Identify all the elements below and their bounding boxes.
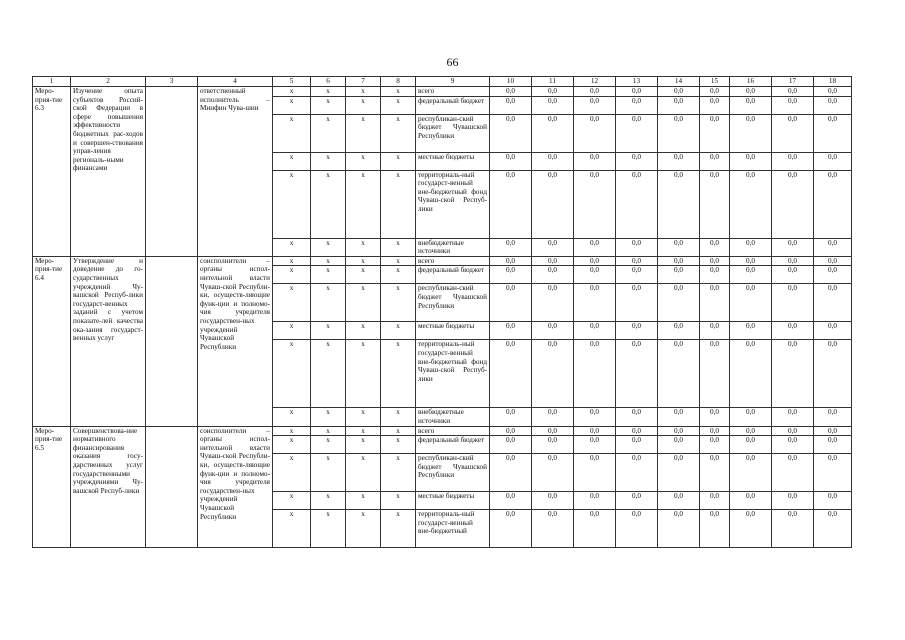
funding-value-cell: 0,0: [616, 340, 658, 408]
x-mark-cell: x: [273, 426, 311, 436]
funding-value-cell: 0,0: [658, 87, 700, 97]
funding-value-cell: 0,0: [772, 284, 814, 322]
table-row: [33, 87, 852, 97]
funding-value-cell: 0,0: [658, 340, 700, 408]
funding-value-cell: 0,0: [616, 454, 658, 492]
x-mark-cell: x: [311, 408, 346, 426]
funding-value-cell: 0,0: [814, 408, 852, 426]
x-mark-cell: x: [346, 340, 381, 408]
header-row: [33, 77, 852, 87]
funding-value-cell: 0,0: [814, 436, 852, 454]
x-mark-cell: x: [273, 408, 311, 426]
x-mark-cell: x: [273, 96, 311, 114]
funding-source-label: местные бюджеты: [416, 322, 490, 340]
budget-table: [32, 76, 852, 548]
funding-value-cell: 0,0: [574, 510, 616, 548]
x-mark-cell: x: [346, 170, 381, 238]
funding-value-cell: 0,0: [730, 170, 772, 238]
funding-value-cell: 0,0: [490, 170, 532, 238]
funding-value-cell: 0,0: [532, 114, 574, 152]
funding-value-cell: 0,0: [658, 322, 700, 340]
funding-value-cell: 0,0: [574, 96, 616, 114]
column-number-header: 16: [730, 77, 772, 87]
funding-value-cell: 0,0: [574, 152, 616, 170]
funding-source-label: республикан-ский бюджет Чувашской Республики: [416, 284, 490, 322]
x-mark-cell: x: [273, 87, 311, 97]
funding-value-cell: 0,0: [730, 436, 772, 454]
funding-value-cell: 0,0: [700, 492, 730, 510]
funding-value-cell: 0,0: [574, 340, 616, 408]
measure-title: Изучение опыта субъектов Россий-ской Федерации в сфере повышения эффективности бюджетных рас-ходов и совершен-ствования управ-ления региональ-ными финансами: [71, 87, 146, 257]
funding-source-label: всего: [416, 256, 490, 266]
funding-value-cell: 0,0: [814, 152, 852, 170]
funding-value-cell: 0,0: [772, 426, 814, 436]
funding-value-cell: 0,0: [574, 322, 616, 340]
funding-value-cell: 0,0: [814, 340, 852, 408]
column-number-header: 7: [346, 77, 381, 87]
funding-value-cell: 0,0: [700, 454, 730, 492]
funding-value-cell: 0,0: [532, 510, 574, 548]
funding-value-cell: 0,0: [616, 96, 658, 114]
x-mark-cell: x: [311, 256, 346, 266]
funding-value-cell: 0,0: [574, 266, 616, 284]
funding-source-label: местные бюджеты: [416, 152, 490, 170]
funding-source-label: внебюджетные источники: [416, 238, 490, 256]
x-mark-cell: x: [273, 492, 311, 510]
funding-value-cell: 0,0: [700, 96, 730, 114]
funding-value-cell: 0,0: [490, 510, 532, 548]
x-mark-cell: x: [346, 266, 381, 284]
x-mark-cell: x: [273, 238, 311, 256]
funding-value-cell: 0,0: [616, 426, 658, 436]
column-number-header: 2: [71, 77, 146, 87]
x-mark-cell: x: [381, 266, 416, 284]
funding-value-cell: 0,0: [574, 114, 616, 152]
funding-value-cell: 0,0: [490, 492, 532, 510]
funding-value-cell: 0,0: [658, 408, 700, 426]
funding-value-cell: 0,0: [532, 170, 574, 238]
funding-value-cell: 0,0: [490, 114, 532, 152]
funding-value-cell: 0,0: [490, 238, 532, 256]
funding-value-cell: 0,0: [730, 152, 772, 170]
funding-value-cell: 0,0: [814, 170, 852, 238]
column-number-header: 8: [381, 77, 416, 87]
x-mark-cell: x: [381, 96, 416, 114]
table-body: [33, 77, 852, 548]
funding-value-cell: 0,0: [814, 256, 852, 266]
funding-value-cell: 0,0: [616, 87, 658, 97]
funding-source-label: федеральный бюджет: [416, 436, 490, 454]
funding-value-cell: 0,0: [658, 96, 700, 114]
funding-value-cell: 0,0: [814, 114, 852, 152]
x-mark-cell: x: [381, 322, 416, 340]
x-mark-cell: x: [346, 322, 381, 340]
column-number-header: 14: [658, 77, 700, 87]
funding-value-cell: 0,0: [532, 256, 574, 266]
measure-title: Совершенствова-ние нормативного финансирования оказания госу-дарственных услуг государственными учреждениями Чу-вашской Респуб-лики: [71, 426, 146, 548]
funding-value-cell: 0,0: [730, 266, 772, 284]
funding-value-cell: 0,0: [490, 284, 532, 322]
x-mark-cell: x: [273, 322, 311, 340]
funding-value-cell: 0,0: [532, 238, 574, 256]
funding-value-cell: 0,0: [532, 340, 574, 408]
funding-value-cell: 0,0: [658, 454, 700, 492]
x-mark-cell: x: [346, 510, 381, 548]
x-mark-cell: x: [311, 87, 346, 97]
funding-value-cell: 0,0: [658, 426, 700, 436]
x-mark-cell: x: [273, 152, 311, 170]
page-number: 66: [446, 55, 459, 69]
x-mark-cell: x: [381, 170, 416, 238]
funding-value-cell: 0,0: [730, 340, 772, 408]
x-mark-cell: x: [346, 492, 381, 510]
x-mark-cell: x: [273, 340, 311, 408]
x-mark-cell: x: [273, 256, 311, 266]
x-mark-cell: x: [346, 238, 381, 256]
funding-value-cell: 0,0: [730, 408, 772, 426]
funding-source-label: федеральный бюджет: [416, 266, 490, 284]
funding-value-cell: 0,0: [772, 238, 814, 256]
x-mark-cell: x: [273, 114, 311, 152]
x-mark-cell: x: [346, 436, 381, 454]
funding-value-cell: 0,0: [700, 408, 730, 426]
measure-code: Меро-прия-тие 6.5: [33, 426, 71, 548]
funding-value-cell: 0,0: [532, 492, 574, 510]
funding-value-cell: 0,0: [700, 510, 730, 548]
funding-value-cell: 0,0: [616, 256, 658, 266]
funding-value-cell: 0,0: [658, 284, 700, 322]
x-mark-cell: x: [381, 454, 416, 492]
funding-value-cell: 0,0: [532, 322, 574, 340]
x-mark-cell: x: [311, 170, 346, 238]
funding-value-cell: 0,0: [616, 266, 658, 284]
funding-value-cell: 0,0: [616, 322, 658, 340]
x-mark-cell: x: [381, 256, 416, 266]
funding-value-cell: 0,0: [658, 256, 700, 266]
funding-value-cell: 0,0: [490, 256, 532, 266]
funding-value-cell: 0,0: [574, 256, 616, 266]
empty-cell: [146, 87, 198, 257]
x-mark-cell: x: [381, 426, 416, 436]
x-mark-cell: x: [273, 284, 311, 322]
column-number-header: 12: [574, 77, 616, 87]
x-mark-cell: x: [273, 266, 311, 284]
funding-value-cell: 0,0: [772, 114, 814, 152]
x-mark-cell: x: [346, 152, 381, 170]
funding-value-cell: 0,0: [616, 492, 658, 510]
funding-value-cell: 0,0: [490, 426, 532, 436]
funding-value-cell: 0,0: [700, 284, 730, 322]
x-mark-cell: x: [311, 114, 346, 152]
funding-value-cell: 0,0: [574, 238, 616, 256]
funding-value-cell: 0,0: [814, 510, 852, 548]
funding-value-cell: 0,0: [532, 426, 574, 436]
funding-value-cell: 0,0: [574, 170, 616, 238]
column-number-header: 4: [198, 77, 273, 87]
funding-value-cell: 0,0: [700, 322, 730, 340]
funding-value-cell: 0,0: [700, 152, 730, 170]
funding-value-cell: 0,0: [532, 87, 574, 97]
x-mark-cell: x: [311, 426, 346, 436]
funding-value-cell: 0,0: [700, 256, 730, 266]
x-mark-cell: x: [346, 87, 381, 97]
funding-value-cell: 0,0: [532, 408, 574, 426]
column-number-header: 15: [700, 77, 730, 87]
funding-value-cell: 0,0: [490, 266, 532, 284]
funding-value-cell: 0,0: [772, 408, 814, 426]
table-row: [33, 256, 852, 266]
funding-value-cell: 0,0: [730, 454, 772, 492]
empty-cell: [146, 426, 198, 548]
funding-value-cell: 0,0: [814, 266, 852, 284]
x-mark-cell: x: [273, 436, 311, 454]
funding-value-cell: 0,0: [730, 284, 772, 322]
funding-value-cell: 0,0: [616, 170, 658, 238]
funding-value-cell: 0,0: [730, 322, 772, 340]
funding-value-cell: 0,0: [814, 238, 852, 256]
x-mark-cell: x: [311, 96, 346, 114]
x-mark-cell: x: [311, 266, 346, 284]
funding-value-cell: 0,0: [772, 492, 814, 510]
funding-source-label: республикан-ский бюджет Чувашской Республики: [416, 454, 490, 492]
funding-value-cell: 0,0: [772, 322, 814, 340]
funding-value-cell: 0,0: [658, 152, 700, 170]
funding-value-cell: 0,0: [772, 454, 814, 492]
funding-value-cell: 0,0: [700, 426, 730, 436]
funding-value-cell: 0,0: [772, 266, 814, 284]
funding-value-cell: 0,0: [730, 87, 772, 97]
funding-value-cell: 0,0: [730, 492, 772, 510]
funding-value-cell: 0,0: [616, 238, 658, 256]
funding-value-cell: 0,0: [814, 322, 852, 340]
table-row: [33, 426, 852, 436]
x-mark-cell: x: [346, 114, 381, 152]
x-mark-cell: x: [311, 436, 346, 454]
funding-value-cell: 0,0: [532, 96, 574, 114]
funding-value-cell: 0,0: [574, 426, 616, 436]
x-mark-cell: x: [311, 152, 346, 170]
x-mark-cell: x: [381, 284, 416, 322]
measure-code: Меро-прия-тие 6.3: [33, 87, 71, 257]
x-mark-cell: x: [311, 340, 346, 408]
funding-value-cell: 0,0: [490, 87, 532, 97]
funding-source-label: территориаль-ный государст-венный вне-бюджетный: [416, 510, 490, 548]
funding-value-cell: 0,0: [574, 454, 616, 492]
funding-value-cell: 0,0: [772, 436, 814, 454]
x-mark-cell: x: [381, 87, 416, 97]
funding-value-cell: 0,0: [814, 426, 852, 436]
funding-value-cell: 0,0: [772, 256, 814, 266]
funding-value-cell: 0,0: [730, 426, 772, 436]
funding-value-cell: 0,0: [730, 238, 772, 256]
funding-source-label: всего: [416, 87, 490, 97]
funding-value-cell: 0,0: [616, 510, 658, 548]
x-mark-cell: x: [311, 454, 346, 492]
funding-value-cell: 0,0: [532, 436, 574, 454]
funding-value-cell: 0,0: [490, 152, 532, 170]
funding-source-label: территориаль-ный государст-венный вне-бюджетный фонд Чуваш-ской Респуб-лики: [416, 340, 490, 408]
x-mark-cell: x: [311, 510, 346, 548]
funding-value-cell: 0,0: [574, 284, 616, 322]
funding-value-cell: 0,0: [490, 454, 532, 492]
funding-value-cell: 0,0: [616, 436, 658, 454]
x-mark-cell: x: [381, 340, 416, 408]
x-mark-cell: x: [273, 510, 311, 548]
x-mark-cell: x: [381, 408, 416, 426]
funding-value-cell: 0,0: [772, 170, 814, 238]
funding-value-cell: 0,0: [814, 87, 852, 97]
funding-value-cell: 0,0: [772, 96, 814, 114]
funding-value-cell: 0,0: [730, 96, 772, 114]
funding-value-cell: 0,0: [700, 436, 730, 454]
funding-value-cell: 0,0: [490, 96, 532, 114]
x-mark-cell: x: [346, 454, 381, 492]
funding-value-cell: 0,0: [658, 492, 700, 510]
x-mark-cell: x: [346, 96, 381, 114]
funding-value-cell: 0,0: [700, 170, 730, 238]
funding-source-label: внебюджетные источники: [416, 408, 490, 426]
funding-value-cell: 0,0: [772, 152, 814, 170]
funding-source-label: федеральный бюджет: [416, 96, 490, 114]
funding-value-cell: 0,0: [658, 114, 700, 152]
funding-value-cell: 0,0: [616, 114, 658, 152]
funding-value-cell: 0,0: [532, 152, 574, 170]
funding-value-cell: 0,0: [730, 114, 772, 152]
x-mark-cell: x: [381, 114, 416, 152]
x-mark-cell: x: [381, 492, 416, 510]
funding-value-cell: 0,0: [814, 454, 852, 492]
column-number-header: 11: [532, 77, 574, 87]
column-number-header: 17: [772, 77, 814, 87]
funding-value-cell: 0,0: [700, 238, 730, 256]
funding-value-cell: 0,0: [658, 266, 700, 284]
funding-value-cell: 0,0: [730, 510, 772, 548]
measure-executor: соисполнители – органы испол-нительной власти Чуваш-ской Республи-ки, осуществ-ляющие функ-ции и полномо-чия учредителя государствен-ных учреждений Чувашской Республики: [198, 426, 273, 548]
measure-code: Меро-прия-тие 6.4: [33, 256, 71, 426]
column-number-header: 1: [33, 77, 71, 87]
funding-value-cell: 0,0: [700, 114, 730, 152]
funding-value-cell: 0,0: [772, 87, 814, 97]
funding-value-cell: 0,0: [574, 492, 616, 510]
x-mark-cell: x: [381, 238, 416, 256]
funding-value-cell: 0,0: [700, 340, 730, 408]
measure-executor: соисполнители – органы испол-нительной власти Чуваш-ской Республи-ки, осуществ-ляющие функ-ции и полномо-чия учредителя государствен-ных учреждений Чувашской Республики: [198, 256, 273, 426]
funding-value-cell: 0,0: [814, 96, 852, 114]
funding-value-cell: 0,0: [814, 492, 852, 510]
funding-value-cell: 0,0: [700, 266, 730, 284]
funding-value-cell: 0,0: [772, 510, 814, 548]
funding-value-cell: 0,0: [490, 340, 532, 408]
funding-value-cell: 0,0: [532, 284, 574, 322]
column-number-header: 6: [311, 77, 346, 87]
funding-value-cell: 0,0: [700, 87, 730, 97]
funding-value-cell: 0,0: [616, 408, 658, 426]
funding-value-cell: 0,0: [658, 510, 700, 548]
measure-title: Утверждение и доведение до го-сударственных учреждений Чу-вашской Респуб-лики государст-венных заданий с учетом показате-лей качества ока-зания государст-венных услуг: [71, 256, 146, 426]
x-mark-cell: x: [381, 152, 416, 170]
funding-value-cell: 0,0: [658, 170, 700, 238]
column-number-header: 18: [814, 77, 852, 87]
funding-value-cell: 0,0: [490, 322, 532, 340]
x-mark-cell: x: [381, 436, 416, 454]
x-mark-cell: x: [311, 238, 346, 256]
funding-value-cell: 0,0: [532, 454, 574, 492]
funding-value-cell: 0,0: [532, 266, 574, 284]
funding-value-cell: 0,0: [730, 256, 772, 266]
x-mark-cell: x: [311, 322, 346, 340]
x-mark-cell: x: [273, 454, 311, 492]
funding-source-label: республикан-ский бюджет Чувашской Республики: [416, 114, 490, 152]
column-number-header: 13: [616, 77, 658, 87]
funding-value-cell: 0,0: [574, 87, 616, 97]
x-mark-cell: x: [311, 284, 346, 322]
funding-value-cell: 0,0: [658, 436, 700, 454]
column-number-header: 3: [146, 77, 198, 87]
funding-value-cell: 0,0: [658, 238, 700, 256]
funding-value-cell: 0,0: [574, 436, 616, 454]
funding-source-label: местные бюджеты: [416, 492, 490, 510]
x-mark-cell: x: [346, 284, 381, 322]
x-mark-cell: x: [346, 256, 381, 266]
x-mark-cell: x: [346, 426, 381, 436]
funding-value-cell: 0,0: [616, 284, 658, 322]
x-mark-cell: x: [273, 170, 311, 238]
x-mark-cell: x: [381, 510, 416, 548]
funding-value-cell: 0,0: [490, 436, 532, 454]
empty-cell: [146, 256, 198, 426]
funding-value-cell: 0,0: [490, 408, 532, 426]
funding-source-label: территориаль-ный государст-венный вне-бюджетный фонд Чуваш-ской Респуб-лики: [416, 170, 490, 238]
column-number-header: 9: [416, 77, 490, 87]
funding-value-cell: 0,0: [814, 284, 852, 322]
measure-executor: ответственный исполнитель – Минфин Чува-шии: [198, 87, 273, 257]
column-number-header: 5: [273, 77, 311, 87]
funding-value-cell: 0,0: [772, 340, 814, 408]
x-mark-cell: x: [346, 408, 381, 426]
funding-value-cell: 0,0: [574, 408, 616, 426]
funding-value-cell: 0,0: [616, 152, 658, 170]
x-mark-cell: x: [311, 492, 346, 510]
funding-source-label: всего: [416, 426, 490, 436]
column-number-header: 10: [490, 77, 532, 87]
